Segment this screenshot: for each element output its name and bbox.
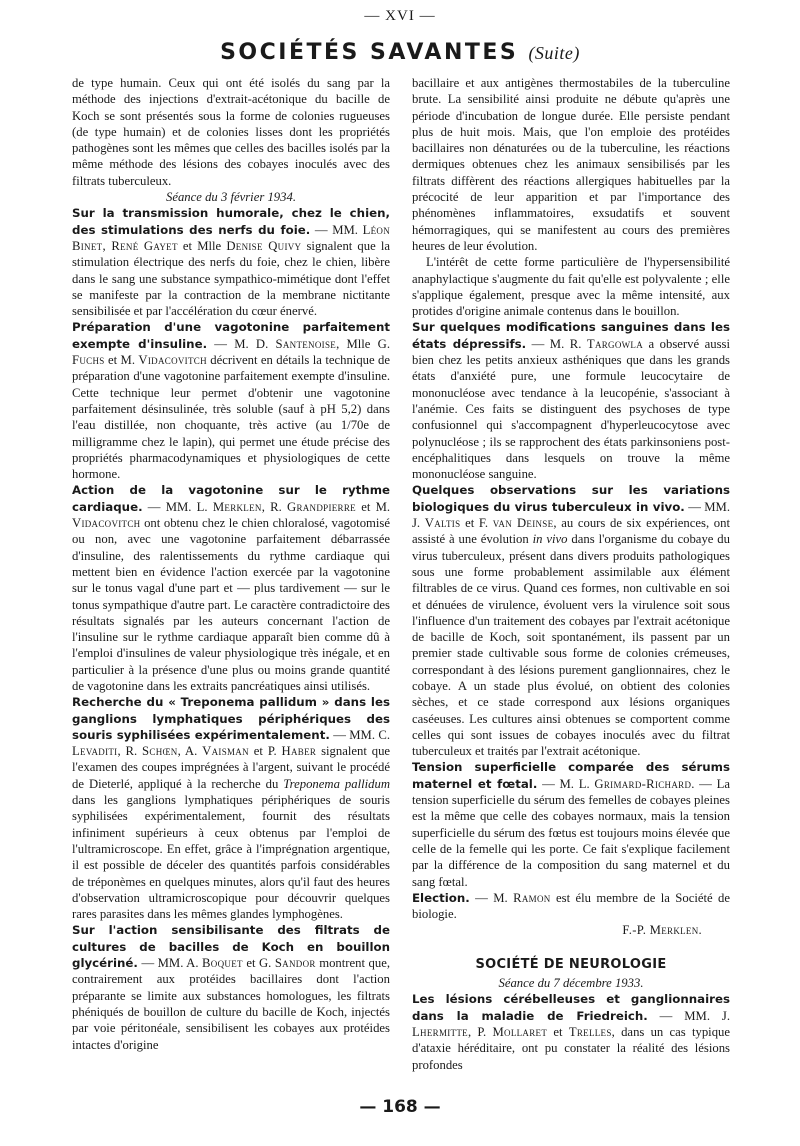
paragraph: L'intérêt de cette forme particulière de l'hypersensibilité anaphylactique s'augmente du fait qu'elle est polyvalente ; elle s'applique également, presque avec la même intensité, aux protides d'origine animale contenus dans le bouillon. xyxy=(412,255,730,319)
article-authors: Grimard-Richard xyxy=(594,776,692,791)
article-authors: Boquet xyxy=(202,956,243,971)
article-title: Les lésions cérébelleuses et ganglionnaires dans la maladie de Friedreich. xyxy=(412,992,730,1023)
article-authors: Trelles xyxy=(568,1024,612,1039)
article-authors: Vidacovitch xyxy=(138,353,207,368)
article-title: Election. xyxy=(412,890,470,905)
article-authors: Sandor xyxy=(274,956,316,971)
session-date: Séance du 7 décembre 1933. xyxy=(498,976,644,991)
article-title: Sur la transmission humorale, chez le chien, des stimulations des nerfs du foie. xyxy=(72,206,390,237)
article-authors: Mollaret xyxy=(492,1024,548,1039)
article-authors: Vidacovitch xyxy=(72,516,141,531)
article-authors: Lhermitte xyxy=(412,1024,468,1039)
article-title: Sur quelques modifications sanguines dans les états dépressifs. xyxy=(412,320,730,351)
section-signature: F.-P. Merklen. xyxy=(622,923,702,938)
article-authors: Denise Quivy xyxy=(226,238,302,253)
running-title-suffix: (Suite) xyxy=(528,43,580,63)
article-authors: Léon Binet, René Gayet xyxy=(72,222,391,253)
article-authors: Ramon xyxy=(513,890,551,905)
continued-paragraph: de type humain. Ceux qui ont été isolés du sang par la méthode des injections d'extrait-acétonique du bacille de Koch se sont présentés sous la forme de colonies rugueuses (de type humain) et de colonies lisses dont les propriétés pathogènes sont les mêmes que celles des bacilles isolés par la même méthode des lésions des cobayes inoculés avec des filtrats tuberculeux. xyxy=(72,76,390,188)
article-authors: Levaditi xyxy=(72,744,118,759)
running-title-main: SOCIÉTÉS SAVANTES xyxy=(220,40,519,65)
article-body: est élu membre de la Société de biologie. xyxy=(412,890,731,922)
article-authors: Santenoise xyxy=(275,336,337,351)
roman-page-numeral: — XVI — xyxy=(364,8,436,24)
article-authors: Schœn xyxy=(142,744,178,759)
article-body: dans l'organisme du cobaye du virus tuberculeux, présent dans divers produits pathologiques sous une forme probablement assimilable aux élément filtrables de ce virus. Quand ces formes, non cultivable en soi et dénuées de virulence, évoluent vers la virulence soit sous l'influence d'un traitement des cobayes par l'extrait acétonique de bacille de Koch, soit spontanément, ils passent par un premier stade cultivable sous forme de colonies crémeuses, correspondant à des lésions purement ganglionnaires, chez le cobaye. A un stade plus évolué, on obtient des colonies sèches, et ce stade correspond aux lésions organiques caséeuses. Les cultures ainsi obtenues se comportent comme celles qui sont issues de cobayes inoculés avec du filtrat tuberculeux et traités par l'extrait acétonique. xyxy=(412,532,730,759)
running-title xyxy=(0,40,800,66)
article-body: signalent que la stimulation électrique des nerfs du foie, chez le chien, libère dans le sang une substance sympathico-mimétique dont l'effet se manifeste par la contraction de la membrane nictitante sensibilisée et par l'accélération du cœur énervé. xyxy=(72,238,391,319)
article-title: Action de la vagotonine sur le rythme cardiaque. xyxy=(72,483,390,514)
species-name: Treponema pallidum xyxy=(283,776,391,791)
article-authors: Haber xyxy=(281,744,317,759)
article-body: ont obtenu chez le chien chloralosé, vagotomisé ou non, avec une vagotonine parfaitement débarrassée d'insuline, des ralentissements du rythme cardiaque qui mettent bien en évidence l'action exercée par la vagotonine sur le tonus vagal d'une part et — plus tardivement — sur le tonus sympathique d'autre part. Le caractère contradictoire des résultats signalés par les auteurs concernant l'action de l'insuline sur le rythme cardiaque apparaît bien comme dû à l'emploi d'insulines de valeur physiologique très inégale, et en particulier à la présence d'une plus ou moins grande quantité de vagotonine dans les extraits pancréatiques ainsi utilisés. xyxy=(72,516,391,693)
society-heading: SOCIÉTÉ DE NEUROLOGIE xyxy=(475,956,667,972)
article-title: Sur l'action sensibilisante des filtrats de cultures de bacilles de Koch en bouillon glycériné. xyxy=(72,923,390,971)
session-date: Séance du 3 février 1934. xyxy=(165,190,296,205)
article-body: signalent que l'examen des coupes imprégnées à l'argent, suivant le procédé de Dieterlé, appliqué à la recherche du xyxy=(72,744,391,791)
article-authors: Fuchs xyxy=(72,353,105,368)
page-number: — 168 — xyxy=(359,1097,441,1117)
article-body: , au cours de six expériences, ont assisté à une évolution xyxy=(412,516,731,547)
article-body: a observé aussi bien chez les petits anxieux asthéniques que dans les grands états d'anxiété pure, une formule leucocytaire de mononucléose avec tendance à la leucopénie, s'associant à l'anémie. Ces faits se distinguent des psychoses de type confusionnel qui s'accompagnent d'hyperleucocytose avec polynucléose ; ils se rapprochent des états parkinsoniens post-encéphalitiques dans lesquels on trouve la même mononucléose sanguine. xyxy=(412,336,730,482)
latin-term: in vivo xyxy=(532,532,568,547)
article-body: décrivent en détails la technique de préparation d'une vagotonine parfaitement exempte d'insuline. Cette technique leur permet d'obtenir une vagotonine parfaitement désinsulinée, très soluble (sauf à pH 5,2) dans l'eau distillée, non choquante, très active (au 1/70e de milligramme chez le lapin), qui permet une étude précise des propriétés pharmacodynamiques et physiologiques de cette hormone. xyxy=(72,353,391,482)
article-title: Tension superficielle comparée des sérums maternel et fœtal. xyxy=(412,760,730,791)
article-body: dans les ganglions lymphatiques périphériques de souris syphilisées expérimentalement, fournit des résultats infiniment supérieurs à ceux obtenus par l'emploi de l'ultramicroscope. En effet, grâce à l'imprégnation argentique, il est possible de déceler des quantités parfois considérables de tréponèmes en quelques minutes, alors qu'il faut des heures d'observation ultramicroscopique pour découvrir quelques rares parasites dans les mêmes glandes lymphogènes. xyxy=(72,793,390,922)
continued-paragraph: bacillaire et aux antigènes thermostabiles de la tuberculine brute. La sensibilité ainsi produite ne débute qu'après une période d'incubation de longue durée. Elle persiste pendant plus de huit mois. Mais, que l'on emploie des protéides bacillaires non dénaturées ou de la tuberculine, les réactions dermiques obtenues chez les animaux sensibilisés par les filtrats diffèrent des réactions allergiques habituelles par la précocité de leur apparition et par l'importance des phénomènes inflammatoires, exsudatifs et souvent hémorragiques, qui se manifestent au cours des premières heures de leur évolution. xyxy=(412,76,730,253)
right-column: bacillaire et aux antigènes thermostabiles de la tuberculine brute. La sensibilité ainsi produite ne débute qu'après une période d'incubation de longue durée. Elle persiste pendant plus de huit mois. Mais, que l'on emploie des protéides bacillaires non dénaturées ou de la tuberculine, les réactions dermiques obtenues chez les animaux sensibilisés par les filtrats diffèrent des réactions allergiques habituelles par la précocité de leur apparition et par l'importance des phénomènes inflammatoires, exsudatifs et souvent hémorragiques, qui se manifestent au cours des premières heures de leur évolution. L'intérêt de cette forme particulière de l'hypersensibilité anaphylactique s'augmente du fait qu'elle est polyvalente ; elle s'applique également, presque avec la même intensité, aux protides d'origine animale contenus dans le bouillon. Sur quelques modifications sanguines dans les états dépressifs. — M. R. Targowla a observé aussi bien chez les petits anxieux asthéniques que dans les grands états d'anxiété pure, une formule leucocytaire de mononucléose avec tendance à la leucopénie, s'associant à l'anémie. Ces faits se distinguent des psychoses de type confusionnel qui s'accompagnent d'hyperleucocytose avec polynucléose ; ils se rapprochent des états parkinsoniens post-encéphalitiques dans lesquels on trouve la même mononucléose sanguine. Quelques observations sur les variations biologiques du virus tuberculeux in vivo. — MM. J. Valtis et F. van Deinse, au cours de six expériences, ont assisté à une évolution in vivo dans l'organisme du cobaye du virus tuberculeux, présent dans divers produits pathologiques sous une forme probablement assimilable aux élément filtrables de ce virus. Quand ces formes, non cultivable en soi et dénuées de virulence, évoluent vers la virulence soit sous l'influence d'un traitement des cobayes par l'extrait acétonique de bacille de Koch, soit spontanément, ils passent par un premier stade cultivable sous forme de colonies crémeuses, correspondant à des lésions purement ganglionnaires, chez le cobaye. A un stade plus évolué, on obtient des colonies sèches, et ce stade correspond aux lésions organiques caséeuses. Les cultures ainsi obtenues se comportent comme celles qui sont issues de cobayes inoculés avec du filtrat tuberculeux et traités par l'extrait acétonique. Tension superficielle comparée des sérums maternel et fœtal. — M. L. Grimard-Richard. — La tension superficielle du sérum des femelles de cobayes pleines est la même que celle des cobayes normaux, mais la tension superficielle du sérum des fœtus est toujours moins élevée que celle de la femelle qui les porte. Ce fait s'explique facilement par la différence de la composition du sang maternel et du sang fœtal. Election. — M. Ramon est élu membre de la Société de biologie. F.-P. Merklen. SOCIÉTÉ DE NEUROLOGIE Séance du 7 décembre 1933. Les lésions cérébelleuses et ganglionnaires dans la maladie de Friedreich. — MM. J. Lhermitte, P. Mollaret et Trelles, dans un cas typique d'ataxie héréditaire, ont pu constater la réalité des lésions profondes xyxy=(412,76,731,1072)
article-authors: van Deinse xyxy=(492,516,554,531)
article-body: , dans un cas typique d'ataxie héréditaire, ont pu constater la réalité des lésions profondes xyxy=(412,1024,731,1072)
article-title: Préparation d'une vagotonine parfaitement exempte d'insuline. xyxy=(72,320,390,351)
article-title: Quelques observations sur les variations biologiques du virus tuberculeux in vivo. xyxy=(412,483,730,514)
article-body: . — La tension superficielle du sérum des femelles de cobayes pleines est la même que celle des cobayes normaux, mais la tension superficielle du sérum des fœtus est toujours moins élevée que celle de la femelle qui les porte. Ce fait s'explique facilement par la différence de la composition du sang maternel et du sang fœtal. xyxy=(412,776,730,889)
article-authors: Valtis xyxy=(424,516,461,531)
left-column: de type humain. Ceux qui ont été isolés du sang par la méthode des injections d'extrait-acétonique du bacille de Koch se sont présentés sous la forme de colonies rugueuses (de type humain) et de colonies lisses dont les propriétés pathogènes sont les mêmes que celles des bacilles isolés par la même méthode des lésions des cobayes inoculés avec des filtrats tuberculeux. Séance du 3 février 1934. Sur la transmission humorale, chez le chien, des stimulations des nerfs du foie. — MM. Léon Binet, René Gayet et Mlle Denise Quivy signalent que la stimulation électrique des nerfs du foie, chez le chien, libère dans le sang une substance sympathico-mimétique dont l'effet se manifeste par la contraction de la membrane nictitante sensibilisée et par l'accélération du cœur énervé. Préparation d'une vagotonine parfaitement exempte d'insuline. — M. D. Santenoise, Mlle G. Fuchs et M. Vidacovitch décrivent en détails la technique de préparation d'une vagotonine parfaitement exempte d'insuline. Cette technique leur permet d'obtenir une vagotonine parfaitement désinsulinée, très soluble (sauf à pH 5,2) dans l'eau distillée, non choquante, très active (au 1/70e de milligramme chez le lapin), qui permet une étude précise des propriétés pharmacodynamiques et physiologiques de cette hormone. Action de la vagotonine sur le rythme cardiaque. — MM. L. Merklen, R. Grandpierre et M. Vidacovitch ont obtenu chez le chien chloralosé, vagotomisé ou non, avec une vagotonine parfaitement débarrassée d'insuline, des ralentissements du rythme cardiaque qui mettent bien en évidence l'action exercée par la vagotonine sur le tonus vagal d'une part et — plus tardivement — sur le tonus sympathique d'autre part. Le caractère contradictoire des résultats signalés par les auteurs concernant l'action de l'insuline sur le rythme cardiaque apparaît bien comme dû à l'emploi d'insulines de valeur physiologique très inégale, et en particulier à la présence d'une plus ou moins grande quantité de vagotonine dans les extraits pancréatiques ainsi utilisés. Recherche du « Treponema pallidum » dans les ganglions lymphatiques périphériques des souris syphilisées expérimentalement. — MM. C. Levaditi, R. Schœn, A. Vaisman et P. Haber signalent que l'examen des coupes imprégnées à l'argent, suivant le procédé de Dieterlé, appliqué à la recherche du Treponema pallidum dans les ganglions lymphatiques périphériques de souris syphilisées expérimentalement, fournit des résultats infiniment supérieurs à ceux obtenus par l'emploi de l'ultramicroscope. En effet, grâce à l'imprégnation argentique, il est possible de déceler des quantités parfois considérables de tréponèmes en quelques minutes, alors qu'il faut des heures d'observation ultramicroscopique pour découvrir quelques rares parasites dans les mêmes glandes lymphogènes. Sur l'action sensibilisante des filtrats de cultures de bacilles de Koch en bouillon glycériné. — MM. A. Boquet et G. Sandor montrent que, contrairement aux protéides bacillaires dont l'action préparante se limite aux substances homologues, les filtrats phéniqués de bouillon de culture du bacille de Koch, injectés par voie péritonéale, sensibilisent les cobayes aux protéides intactes d'origine xyxy=(72,76,391,1052)
article-authors: Targowla xyxy=(586,336,644,351)
article-body: montrent que, contrairement aux protéides bacillaires dont l'action préparante se limite aux substances homologues, les filtrats phéniqués de bouillon de culture du bacille de Koch, injectés par voie péritonéale, sensibilisent les cobayes aux protéides intactes d'origine xyxy=(72,956,391,1052)
article-authors: Merklen xyxy=(212,499,262,514)
article-authors: Vaisman xyxy=(202,744,249,759)
article-authors: Grandpierre xyxy=(286,499,356,514)
article-title: Recherche du « Treponema pallidum » dans les ganglions lymphatiques périphériques des souris syphilisées expérimentalement. xyxy=(72,695,390,742)
